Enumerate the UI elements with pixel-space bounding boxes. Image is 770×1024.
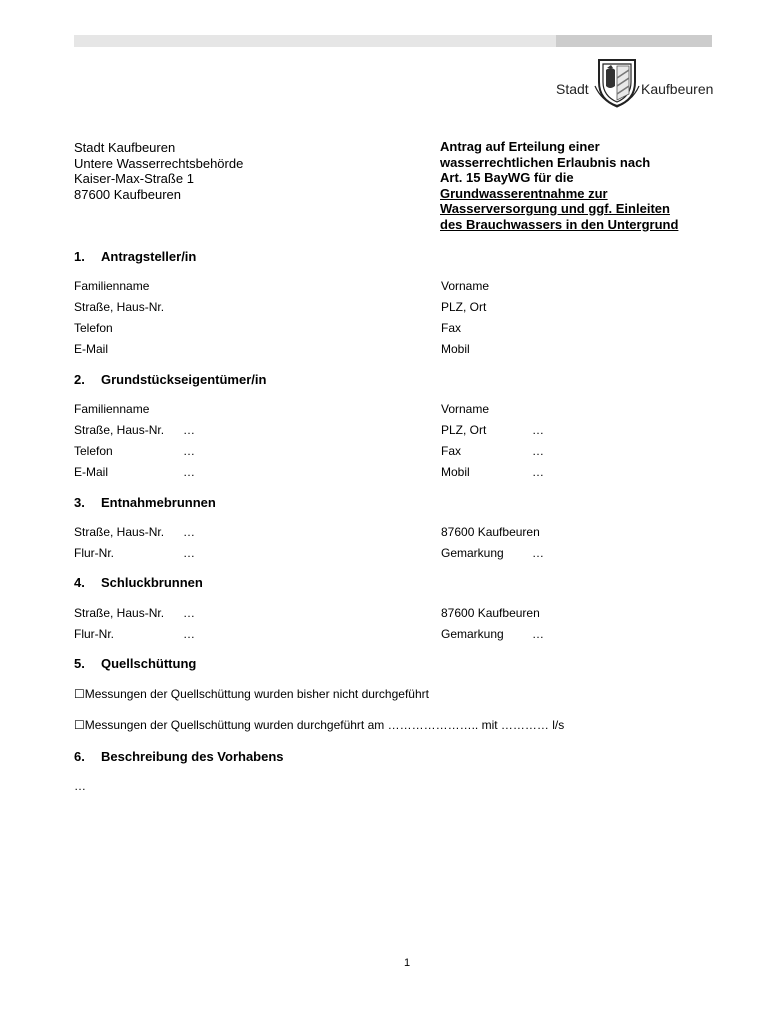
section-title: Antragsteller/in [101,249,197,264]
field-label-mobil: Mobil [441,342,470,356]
field-label-flur: Flur-Nr. [74,627,114,641]
field-value-placeholder[interactable]: … [183,627,195,641]
address-line: Kaiser-Max-Straße 1 [74,171,194,186]
recipient-address [74,140,243,202]
field-value-ort: 87600 Kaufbeuren [441,606,540,620]
description-placeholder[interactable]: … [74,779,86,793]
field-label-email: E-Mail [74,342,109,356]
checkbox-measurements-done[interactable]: ☐Messungen der Quellschüttung wurden durchgeführt am ………………….. mit ………… l/s [74,718,565,732]
field-label-strasse: Straße, Haus-Nr. [74,423,165,437]
subject-line: Art. 15 BayWG für die [440,170,574,185]
field-label-plz-ort: PLZ, Ort [441,423,487,437]
subject-line: wasserrechtlichen Erlaubnis nach [440,154,651,170]
address-line: Stadt Kaufbeuren [74,140,176,155]
section-number: 6. [74,749,85,764]
section-number: 1. [74,249,85,264]
section-number: 3. [74,495,85,510]
city-logo [553,56,718,112]
header-bar-accent [556,35,712,47]
section-title: Entnahmebrunnen [101,495,216,510]
section-heading-injection-well [74,575,203,590]
field-value-placeholder[interactable]: … [183,423,195,437]
field-value-placeholder[interactable]: … [532,465,544,479]
page-number: 1 [404,957,411,969]
field-label-strasse: Straße, Haus-Nr. [74,525,165,539]
field-label-flur: Flur-Nr. [74,546,114,560]
address-line: Untere Wasserrechtsbehörde [74,155,244,171]
section-heading-spring-discharge [74,656,196,671]
document-subject [440,139,678,232]
field-label-familienname: Familienname [74,402,150,416]
field-value-placeholder[interactable]: … [183,444,195,458]
subject-line: Grundwasserentnahme zur [440,185,608,201]
section-heading-description [74,749,284,764]
section-title: Quellschüttung [101,656,197,671]
field-label-strasse: Straße, Haus-Nr. [74,606,165,620]
section-heading-extraction-well [74,495,216,510]
field-label-mobil: Mobil [441,465,470,479]
field-value-placeholder[interactable]: … [183,525,195,539]
subject-line: Antrag auf Erteilung einer [440,139,600,154]
section-heading-owner [74,372,266,387]
coat-of-arms-icon [593,56,641,108]
field-value-ort: 87600 Kaufbeuren [441,525,540,539]
field-label-plz-ort: PLZ, Ort [441,300,487,314]
field-value-placeholder[interactable]: … [183,465,195,479]
address-line: 87600 Kaufbeuren [74,186,181,202]
section-title: Beschreibung des Vorhabens [101,749,284,764]
field-label-vorname: Vorname [441,402,490,416]
field-label-vorname: Vorname [441,279,490,293]
field-value-placeholder[interactable]: … [532,546,544,560]
logo-text-right: Kaufbeuren [641,81,714,97]
section-number: 4. [74,575,85,590]
field-label-gemarkung: Gemarkung [441,546,504,560]
field-label-gemarkung: Gemarkung [441,627,504,641]
field-value-placeholder[interactable]: … [532,423,544,437]
checkbox-measurements-not-done[interactable]: ☐Messungen der Quellschüttung wurden bisher nicht durchgeführt [74,687,429,701]
field-label-familienname: Familienname [74,279,150,293]
section-heading-applicant [74,249,196,264]
subject-line: des Brauchwassers in den Untergrund [440,216,679,232]
section-title: Schluckbrunnen [101,575,203,590]
section-title: Grundstückseigentümer/in [101,372,267,387]
field-label-email: E-Mail [74,465,109,479]
section-number: 5. [74,656,85,671]
field-label-fax: Fax [441,444,462,458]
field-value-placeholder[interactable]: … [532,444,544,458]
section-number: 2. [74,372,85,387]
field-label-strasse: Straße, Haus-Nr. [74,300,165,314]
field-value-placeholder[interactable]: … [532,627,544,641]
field-label-telefon: Telefon [74,444,113,458]
logo-text-left: Stadt [556,81,589,97]
field-label-telefon: Telefon [74,321,113,335]
field-value-placeholder[interactable]: … [183,546,195,560]
field-label-fax: Fax [441,321,462,335]
subject-line: Wasserversorgung und ggf. Einleiten [440,201,670,216]
field-value-placeholder[interactable]: … [183,606,195,620]
